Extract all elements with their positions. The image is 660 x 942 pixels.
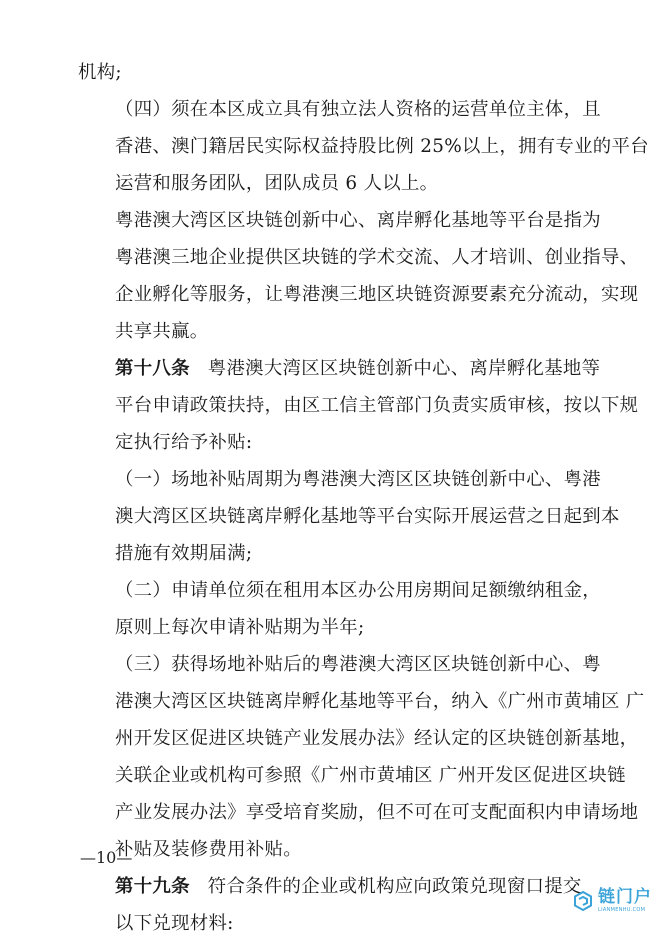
- text-line: [78, 313, 598, 350]
- text-line: [78, 461, 601, 498]
- paragraph: [78, 91, 649, 202]
- text-line: [78, 276, 639, 313]
- line-text: 粤港澳大湾区区块链创新中心、离岸孵化基地等: [207, 358, 601, 379]
- text-line: [78, 683, 645, 720]
- line-text: （一）场地补贴周期为粤港澳大湾区区块链创新中心、粤港: [115, 469, 601, 490]
- article-heading: 第十九条: [115, 876, 190, 897]
- text-line: [78, 905, 598, 942]
- line-text: （三）获得场地补贴后的粤港澳大湾区区块链创新中心、粤: [115, 654, 601, 675]
- paragraph: [78, 461, 620, 572]
- text-line: [78, 202, 601, 239]
- line-text: 措施有效期届满;: [115, 543, 253, 564]
- watermark-domain: LIANMENHU.COM: [598, 907, 646, 913]
- paragraph: [78, 646, 645, 868]
- text-line: [78, 572, 601, 609]
- text-line: [78, 757, 626, 794]
- line-text: 运营和服务团队，团队成员 6 人以上。: [115, 173, 439, 194]
- line-text: 企业孵化等服务，让粤港澳三地区块链资源要素充分流动，实现: [115, 284, 639, 305]
- paragraph: [78, 202, 639, 350]
- line-text: （二）申请单位须在租用本区办公用房期间足额缴纳租金，: [115, 580, 601, 601]
- line-text: 粤港澳大湾区区块链创新中心、离岸孵化基地等平台是指为: [115, 210, 601, 231]
- text-line: [78, 91, 601, 128]
- paragraph: [78, 572, 601, 646]
- article-heading: 第十八条: [115, 358, 190, 379]
- text-line: [78, 609, 598, 646]
- text-line: [78, 794, 639, 831]
- line-text: 产业发展办法》享受培育奖励，但不可在可支配面积内申请场地: [115, 802, 639, 823]
- page-number: —10—: [80, 848, 133, 867]
- text-line: [78, 239, 639, 276]
- watermark-brand: 链门户: [598, 887, 652, 907]
- text-line: [78, 831, 598, 868]
- line-text: 粤港澳三地企业提供区块链的学术交流、人才培训、创业指导、: [115, 247, 639, 268]
- article-paragraph: [78, 350, 639, 461]
- text-line: [78, 165, 598, 202]
- text-line: [78, 128, 649, 165]
- text-line: [78, 868, 598, 905]
- line-text: 共享共赢。: [115, 321, 209, 342]
- line-text: 香港、澳门籍居民实际权益持股比例 25%以上，拥有专业的平台: [115, 136, 649, 157]
- text-line: [78, 54, 598, 91]
- site-watermark: [572, 889, 652, 913]
- article-paragraph: [78, 868, 598, 942]
- line-text: 关联企业或机构可参照《广州市黄埔区 广州开发区促进区块链: [115, 765, 626, 786]
- line-text: 平台申请政策扶持，由区工信主管部门负责实质审核，按以下规: [115, 395, 639, 416]
- text-line: [78, 646, 601, 683]
- text-line: [78, 720, 639, 757]
- text-line: [78, 350, 601, 387]
- line-text: 以下兑现材料:: [115, 913, 234, 934]
- text-line: [78, 535, 598, 572]
- line-text: 州开发区促进区块链产业发展办法》经认定的区块链创新基地，: [115, 728, 639, 749]
- text-line: [78, 387, 639, 424]
- text-line: [78, 424, 598, 461]
- line-text: 符合条件的企业或机构应向政策兑现窗口提交: [207, 876, 582, 897]
- line-text: 定执行给予补贴:: [115, 432, 253, 453]
- chain-logo-icon: [572, 890, 594, 912]
- line-text: 机构;: [78, 62, 122, 83]
- line-text: 原则上每次申请补贴期为半年;: [115, 617, 365, 638]
- text-line: [78, 498, 620, 535]
- line-text: 补贴及装修费用补贴。: [115, 839, 302, 860]
- paragraph: [78, 54, 598, 91]
- line-text: 澳大湾区区块链离岸孵化基地等平台实际开展运营之日起到本: [115, 506, 620, 527]
- line-text: （四）须在本区成立具有独立法人资格的运营单位主体，且: [115, 99, 601, 120]
- line-text: 港澳大湾区区块链离岸孵化基地等平台，纳入《广州市黄埔区 广: [115, 691, 645, 712]
